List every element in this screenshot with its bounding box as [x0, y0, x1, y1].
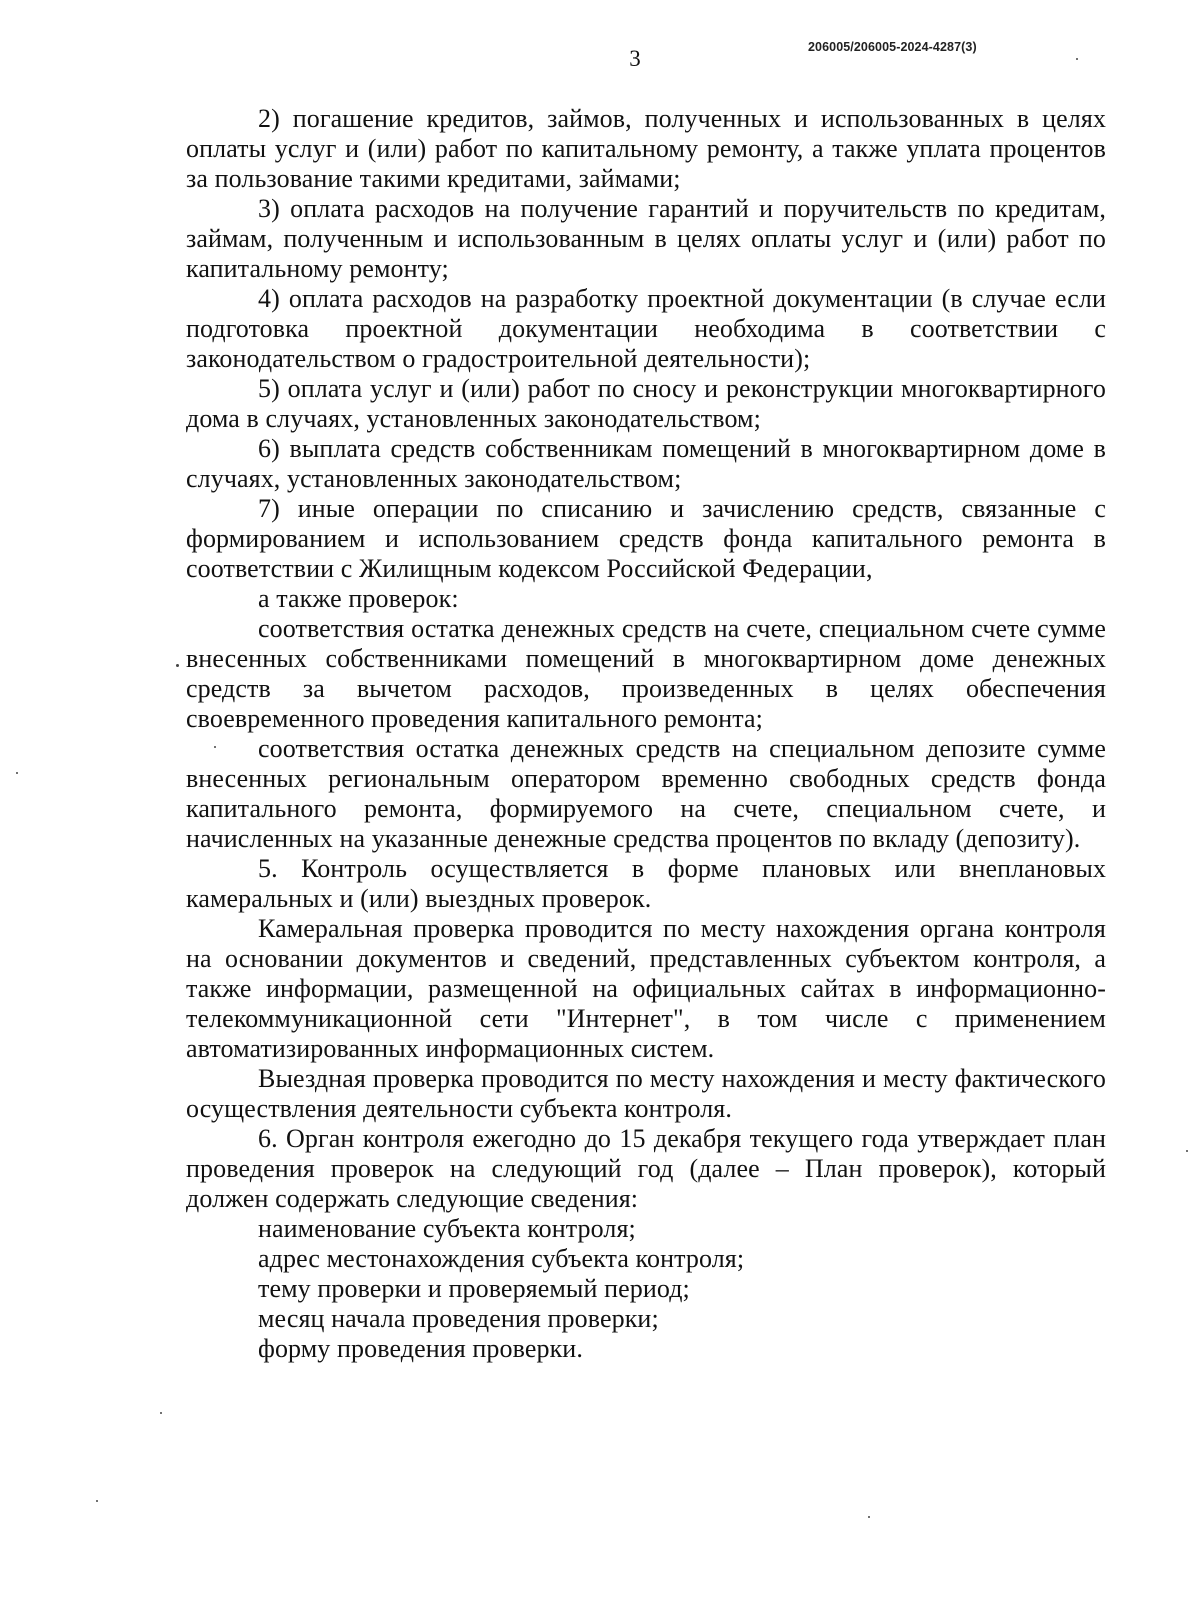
paragraph: соответствия остатка денежных средств на счете, специальном счете сумме внесенных собственниками помещений в многоквартирном доме денежных средств за вычетом расходов, произведенных в целях обеспечения своевременного проведения капитального ремонта;: [186, 614, 1106, 733]
paragraph: 5) оплата услуг и (или) работ по сносу и реконструкции многоквартирного дома в случаях, установленных законодательством;: [186, 374, 1106, 433]
scan-speck: [214, 746, 216, 748]
list-item: адрес местонахождения субъекта контроля;: [258, 1244, 745, 1273]
paragraph: Выездная проверка проводится по месту нахождения и месту фактического осуществления деятельности субъекта контроля.: [186, 1064, 1106, 1123]
paragraph: соответствия остатка денежных средств на специальном депозите сумме внесенных региональным оператором временно свободных средств фонда капитального ремонта, формируемого на счете, специальном счете, и начисленных на указанные денежные средства процентов по вкладу (депозиту).: [186, 734, 1106, 853]
paragraph: Камеральная проверка проводится по месту нахождения органа контроля на основании документов и сведений, представленных субъектом контроля, а также информации, размещенной на официальных сайтах в информационно-телекоммуникационной сети "Интернет", в том числе с применением автоматизированных информационных систем.: [186, 914, 1106, 1063]
list-item: форму проведения проверки.: [258, 1334, 583, 1363]
scan-speck: [160, 1412, 162, 1414]
paragraph: 4) оплата расходов на разработку проектной документации (в случае если подготовка проектной документации необходима в соответствии с законодательством о градостроительной деятельности);: [186, 284, 1106, 373]
scan-speck: [1186, 1150, 1188, 1152]
list-item: месяц начала проведения проверки;: [258, 1304, 659, 1333]
page-number: 3: [629, 46, 641, 71]
document-body: [186, 104, 1106, 1364]
scan-speck: [1076, 58, 1078, 60]
document-id: 206005/206005-2024-4287(3): [808, 40, 977, 54]
paragraph: а также проверок:: [258, 584, 459, 613]
paragraph: 6) выплата средств собственникам помещений в многоквартирном доме в случаях, установленных законодательством;: [186, 434, 1106, 493]
scan-speck: [16, 772, 18, 774]
scan-speck: [176, 664, 179, 667]
list-item: наименование субъекта контроля;: [258, 1214, 636, 1243]
paragraph: 2) погашение кредитов, займов, полученных и использованных в целях оплаты услуг и (или) работ по капитальному ремонту, а также уплата процентов за пользование такими кредитами, займами;: [186, 104, 1106, 193]
paragraph: 5. Контроль осуществляется в форме плановых или внеплановых камеральных и (или) выездных проверок.: [186, 854, 1106, 913]
paragraph: 7) иные операции по списанию и зачислению средств, связанные с формированием и использованием средств фонда капитального ремонта в соответствии с Жилищным кодексом Российской Федерации,: [186, 494, 1106, 583]
scan-speck: [96, 1500, 98, 1502]
paragraph: 3) оплата расходов на получение гарантий и поручительств по кредитам, займам, полученным и использованным в целях оплаты услуг и (или) работ по капитальному ремонту;: [186, 194, 1106, 283]
scan-speck: [868, 1516, 870, 1518]
paragraph: 6. Орган контроля ежегодно до 15 декабря текущего года утверждает план проведения проверок на следующий год (далее – План проверок), который должен содержать следующие сведения:: [186, 1124, 1106, 1213]
list-item: тему проверки и проверяемый период;: [258, 1274, 690, 1303]
